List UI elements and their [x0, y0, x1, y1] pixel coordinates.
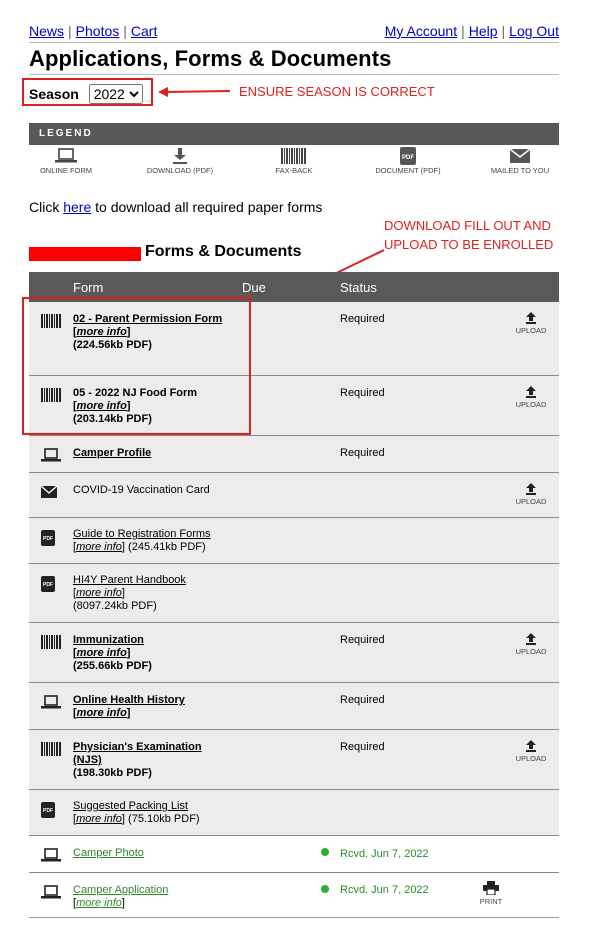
more-info-link[interactable]: more info — [76, 647, 127, 659]
status-text: Rcvd. Jun 7, 2022 — [340, 848, 429, 860]
legend-label: FAX-BACK — [275, 166, 313, 175]
pdf-document-icon — [41, 530, 55, 546]
file-size: (8097.24kb PDF) — [73, 600, 157, 612]
form-title: 05 - 2022 NJ Food Form — [73, 387, 198, 399]
form-title-link[interactable]: Immunization — [73, 634, 144, 646]
table-row — [29, 473, 559, 518]
more-info-link[interactable]: more info — [76, 541, 122, 553]
legend-fax-back — [249, 146, 339, 175]
form-title-link[interactable]: HI4Y Parent Handbook — [73, 574, 186, 586]
season-selector — [29, 84, 143, 104]
nav-help-link[interactable]: Help — [468, 23, 498, 39]
svg-text:PDF: PDF — [43, 808, 53, 814]
nav-my-account-link[interactable]: My Account — [384, 23, 458, 39]
col-due: Due — [242, 280, 266, 295]
printer-icon — [483, 881, 499, 895]
print-label: PRINT — [479, 897, 503, 906]
upload-button[interactable] — [511, 312, 551, 335]
table-row — [29, 436, 559, 473]
status-text: Required — [340, 313, 385, 325]
upload-icon — [525, 483, 537, 495]
svg-text:PDF: PDF — [43, 582, 53, 588]
pdf-document-icon — [41, 576, 55, 592]
upload-icon — [525, 312, 537, 324]
click-prefix: Click — [29, 199, 64, 215]
legend-header — [29, 123, 559, 145]
more-info-link[interactable]: more info — [76, 707, 127, 719]
table-row — [29, 730, 559, 790]
pdf-document-icon — [399, 147, 417, 165]
col-form: Form — [73, 280, 104, 295]
status-text: Required — [340, 741, 385, 753]
download-icon — [172, 148, 188, 164]
form-title-link[interactable]: Physician's Examination (NJS) — [73, 741, 202, 766]
legend-mailed — [475, 146, 565, 175]
barcode-icon — [41, 742, 61, 756]
status-text: Rcvd. Jun 7, 2022 — [340, 884, 429, 896]
legend-title: LEGEND — [39, 128, 93, 139]
table-row: Immunization [more info] (255.66kb PDF) Required UPLOAD — [29, 623, 559, 683]
nav-logout-link[interactable]: Log Out — [509, 23, 559, 39]
form-title-link[interactable]: Online Health History — [73, 694, 185, 706]
download-annotation-line1: DOWNLOAD FILL OUT AND — [384, 218, 551, 233]
season-label: Season — [29, 86, 79, 102]
laptop-icon — [41, 448, 61, 462]
barcode-icon — [281, 148, 307, 164]
svg-text:PDF: PDF — [43, 536, 53, 542]
forms-highlight-box — [22, 297, 251, 435]
table-row: PDF HI4Y Parent Handbook [more info] (8097.24kb PDF) — [29, 564, 559, 623]
legend — [29, 146, 559, 180]
click-suffix: to download all required paper forms — [91, 199, 323, 215]
nav-divider — [29, 42, 559, 43]
upload-label: UPLOAD — [515, 326, 547, 335]
status-text: Required — [340, 634, 385, 646]
nav-cart-link[interactable]: Cart — [130, 23, 158, 39]
received-status-dot — [321, 885, 329, 893]
table-row: PDF Guide to Registration Forms [more info] (245.41kb PDF) — [29, 518, 559, 564]
title-divider — [29, 74, 559, 75]
laptop-icon — [41, 885, 61, 899]
laptop-icon — [41, 695, 61, 709]
laptop-icon — [41, 848, 61, 862]
upload-button[interactable] — [511, 633, 551, 656]
file-size: (255.66kb PDF) — [73, 660, 152, 672]
upload-label: UPLOAD — [515, 647, 547, 656]
col-status: Status — [340, 280, 377, 295]
season-select[interactable] — [89, 84, 143, 104]
form-title-link[interactable]: Guide to Registration Forms — [73, 528, 211, 540]
barcode-icon — [41, 635, 61, 649]
form-title-link[interactable]: Camper Photo — [73, 847, 144, 859]
legend-label: DOCUMENT (PDF) — [375, 166, 441, 175]
upload-icon — [525, 633, 537, 645]
print-button[interactable] — [471, 881, 511, 906]
legend-online-form — [21, 146, 111, 175]
status-text: Required — [340, 694, 385, 706]
table-row: PDF Suggested Packing List [more info] (75.10kb PDF) — [29, 790, 559, 836]
download-all-text — [29, 199, 322, 215]
nav-news-link[interactable]: News — [29, 23, 65, 39]
form-title: COVID-19 Vaccination Card — [73, 484, 210, 496]
season-arrow-icon — [158, 86, 232, 98]
file-size: (198.30kb PDF) — [73, 767, 152, 779]
table-bottom-border — [29, 917, 559, 918]
table-row: Camper Application [more info] Rcvd. Jun 7, 2022 PRINT — [29, 873, 559, 917]
upload-icon — [525, 386, 537, 398]
upload-label: UPLOAD — [515, 754, 547, 763]
received-status-dot — [321, 848, 329, 856]
download-annotation-line2: UPLOAD TO BE ENROLLED — [384, 237, 554, 252]
season-annotation: ENSURE SEASON IS CORRECT — [239, 84, 435, 99]
form-title-link[interactable]: Suggested Packing List — [73, 800, 188, 812]
table-row: Online Health History [more info] Required — [29, 683, 559, 730]
file-size: (245.41kb PDF) — [128, 541, 206, 553]
laptop-icon — [55, 148, 77, 164]
envelope-icon — [41, 486, 57, 498]
file-size: (203.14kb PDF) — [73, 413, 152, 425]
form-title-link[interactable]: Camper Profile — [73, 447, 152, 459]
page-title: Applications, Forms & Documents — [29, 46, 392, 71]
upload-label: UPLOAD — [515, 497, 547, 506]
legend-label: MAILED TO YOU — [490, 166, 550, 175]
svg-text:PDF: PDF — [402, 155, 414, 161]
legend-download-pdf — [135, 146, 225, 175]
section-title: Forms & Documents — [145, 243, 302, 260]
nav-photos-link[interactable]: Photos — [75, 23, 120, 39]
pdf-document-icon — [41, 802, 55, 818]
top-nav: News | Photos | Cart My Account | Help | Log Out — [29, 23, 559, 39]
more-info-link[interactable]: more info — [76, 587, 122, 599]
file-size: (75.10kb PDF) — [128, 813, 200, 825]
upload-icon — [525, 740, 537, 752]
form-title-link[interactable]: 02 - Parent Permission Form — [73, 313, 223, 325]
status-text: Required — [340, 447, 385, 459]
upload-button[interactable] — [511, 740, 551, 763]
legend-document-pdf — [363, 146, 453, 175]
envelope-icon — [510, 149, 530, 163]
more-info-link[interactable]: more info — [76, 326, 127, 338]
redacted-name-bar — [29, 247, 141, 261]
upload-label: UPLOAD — [515, 400, 547, 409]
upload-button[interactable] — [511, 386, 551, 409]
table-row: 05 - 2022 NJ Food Form [more info] (203.14kb PDF) Required UPLOAD — [29, 376, 559, 436]
form-title-link[interactable]: Camper Application — [73, 884, 169, 896]
upload-button[interactable] — [511, 483, 551, 506]
table-row — [29, 836, 559, 873]
download-all-link[interactable]: here — [63, 199, 92, 215]
status-text: Required — [340, 387, 385, 399]
file-size: (224.56kb PDF) — [73, 339, 152, 351]
legend-label: DOWNLOAD (PDF) — [146, 166, 214, 175]
more-info-link[interactable]: more info — [76, 813, 122, 825]
more-info-link[interactable]: more info — [76, 400, 127, 412]
legend-label: ONLINE FORM — [39, 166, 93, 175]
table-row: 02 - Parent Permission Form [more info] (224.56kb PDF) Required UPLOAD — [29, 302, 559, 376]
more-info-link[interactable]: more info — [76, 897, 122, 909]
